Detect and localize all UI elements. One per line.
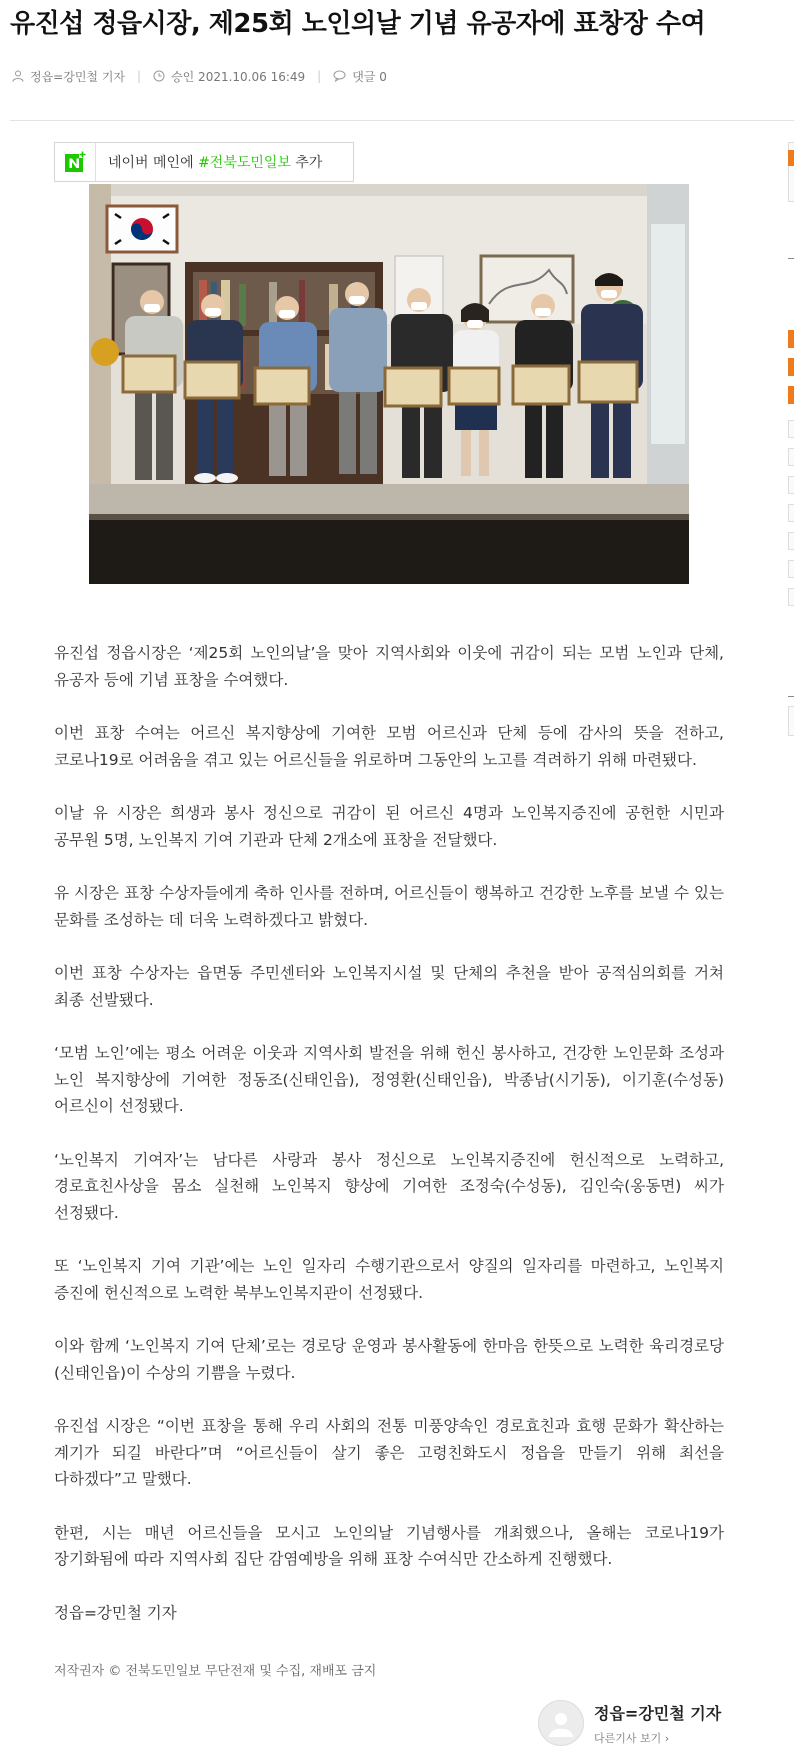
article-paragraph: 유진섭 정읍시장은 ‘제25회 노인의날’을 맞아 지역사회와 이웃에 귀감이 되는 모범 노인과 단체, 유공자 등에 기념 표창을 수여했다.	[54, 644, 724, 689]
meta-comments[interactable]	[333, 68, 387, 85]
article-paragraph: 유 시장은 표창 수상자들에게 축하 인사를 전하며, 어르신들이 행복하고 건강한 노후를 보낼 수 있는 문화를 조성하는 데 더욱 노력하겠다고 밝혔다.	[54, 884, 724, 929]
sidebar-edge-divider	[788, 258, 794, 259]
naver-n-plus-icon	[55, 143, 96, 181]
article-paragraph: 이번 표창 수상자는 읍면동 주민센터와 노인복지시설 및 단체의 추천을 받아 공적심의회를 거쳐 최종 선발됐다.	[54, 964, 724, 1009]
sidebar-edge-accent	[788, 330, 794, 348]
article-meta	[12, 66, 387, 86]
sidebar-edge-accent	[788, 358, 794, 376]
reporter-name[interactable]: 정읍=강민철 기자	[594, 1703, 722, 1723]
article-photo	[89, 184, 689, 584]
article-paragraph: 이날 유 시장은 희생과 봉사 정신으로 귀감이 된 어르신 4명과 노인복지증진에 공헌한 시민과 공무원 5명, 노인복지 기여 기관과 단체 2개소에 표창을 전달했다.	[54, 804, 724, 849]
sidebar-edge-divider	[788, 696, 794, 697]
copyright-notice: 저작권자 © 전북도민일보 무단전재 및 수집, 재배포 금지	[54, 1664, 377, 1679]
article-paragraph: 이와 함께 ‘노인복지 기여 단체’로는 경로당 운영과 봉사활동에 한마음 한뜻으로 노력한 육리경로당(신태인읍)이 수상의 기쁨을 누렸다.	[54, 1337, 724, 1382]
article-body	[54, 640, 724, 1653]
sidebar-edge-box	[788, 504, 794, 522]
sidebar-edge-box	[788, 476, 794, 494]
article-paragraph: 한편, 시는 매년 어르신들을 모시고 노인의날 기념행사를 개최했으나, 올해는 코로나19가 장기화됨에 따라 지역사회 집단 감염예방을 위해 표창 수여식만 간소하게 진행했다.	[54, 1523, 724, 1568]
meta-separator: |	[137, 69, 142, 83]
meta-author	[12, 68, 125, 85]
meta-separator: |	[317, 69, 322, 83]
speech-bubble-icon	[333, 70, 346, 82]
naver-subscribe-button[interactable]	[54, 142, 354, 182]
sidebar-edge-box	[788, 560, 794, 578]
article-paragraph: ‘노인복지 기여자’는 남다른 사랑과 봉사 정신으로 노인복지증진에 헌신적으로 노력하고, 경로효친사상을 몸소 실천해 노인복지 향상에 기여한 조정숙(수성동), 김인숙(옹동면) 씨가 선정됐다.	[54, 1150, 724, 1222]
meta-approved	[153, 68, 305, 85]
sidebar-edge-accent	[788, 150, 794, 166]
approved-date: 승인 2021.10.06 16:49	[171, 69, 306, 84]
naver-prefix: 네이버 메인에	[108, 155, 194, 171]
author-name: 정읍=강민철 기자	[30, 69, 126, 84]
naver-subscribe-text	[96, 152, 322, 172]
comment-count[interactable]: 댓글 0	[352, 69, 387, 84]
byline-text	[594, 1701, 721, 1746]
article-paragraph: 유진섭 시장은 “이번 표창을 통해 우리 사회의 전통 미풍양속인 경로효친과 효행 문화가 확산하는 계기가 되길 바란다”며 “어르신들이 살기 좋은 고령친화도시 정읍을 만들기 위해 최선을 다하겠다”고 말했다.	[54, 1417, 724, 1488]
article-paragraph: ‘모범 노인’에는 평소 어려운 이웃과 지역사회 발전을 위해 헌신 봉사하고, 건강한 노인문화 조성과 노인 복지향상에 기여한 정동조(신태인읍), 정영환(신태인읍), 박종남(시기동), 이기훈(수성동) 어르신이 선정됐다.	[54, 1044, 724, 1115]
sidebar-edge-accent	[788, 386, 794, 404]
sidebar-edge-box	[788, 706, 794, 736]
reporter-byline[interactable]	[538, 1700, 721, 1746]
person-icon	[12, 70, 24, 82]
article-paragraph: 또 ‘노인복지 기여 기관’에는 노인 일자리 수행기관으로서 양질의 일자리를 마련하고, 노인복지 증진에 헌신적으로 노력한 북부노인복지관이 선정됐다.	[54, 1257, 724, 1302]
naver-suffix: 추가	[295, 155, 323, 171]
sidebar-edge-box	[788, 420, 794, 438]
sidebar-edge-box	[788, 532, 794, 550]
article-paragraph: 이번 표창 수여는 어르신 복지향상에 기여한 모범 어르신과 단체 등에 감사의 뜻을 전하고, 코로나19로 어려움을 겪고 있는 어르신들을 위로하며 그동안의 노고를 격려하기 위해 마련됐다.	[54, 724, 724, 769]
article-headline: 유진섭 정읍시장, 제25회 노인의날 기념 유공자에 표창장 수여	[10, 9, 706, 39]
header-divider	[10, 120, 794, 121]
clock-icon	[153, 70, 165, 82]
article-signoff: 정읍=강민철 기자	[54, 1603, 177, 1622]
sidebar-edge-box	[788, 588, 794, 606]
user-avatar-icon	[538, 1700, 584, 1746]
more-articles-link[interactable]: 다른기사 보기 ›	[594, 1731, 670, 1745]
sidebar-edge-box	[788, 448, 794, 466]
naver-hashtag[interactable]: #전북도민일보	[198, 155, 291, 171]
